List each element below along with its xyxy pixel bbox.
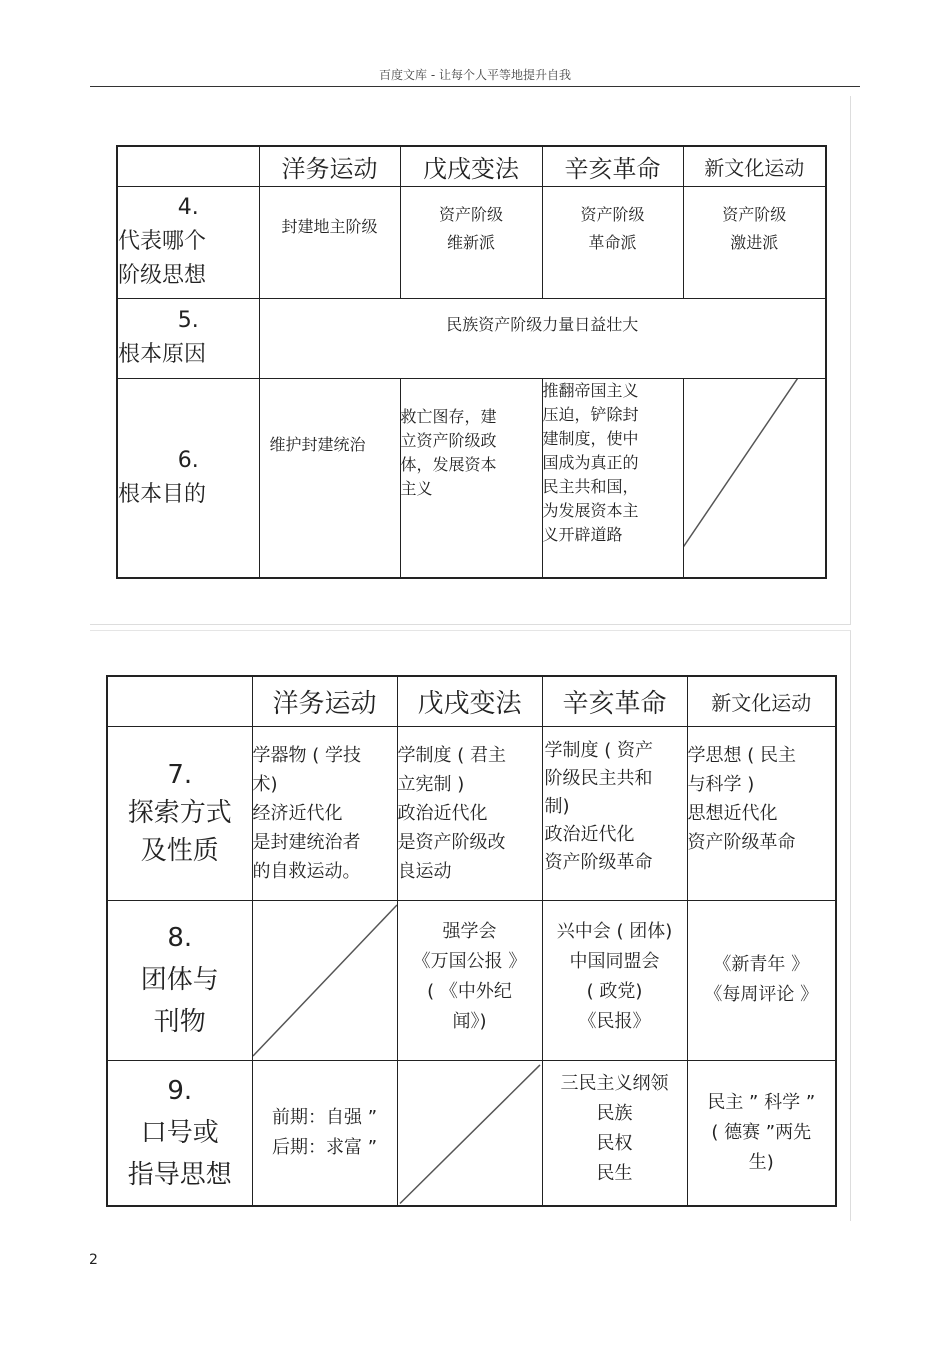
row-number: 9. — [167, 1075, 193, 1106]
table-row — [107, 726, 836, 900]
empty-slashed-cell — [683, 378, 826, 578]
row-label-line: 根本目的 — [118, 481, 207, 507]
cell-line: 资产阶级革命 — [544, 851, 653, 873]
table-row — [107, 1060, 836, 1206]
table-cell — [259, 378, 400, 578]
table-header-row — [107, 676, 836, 726]
column-header: 戊戌变法 — [397, 676, 542, 726]
table-cell — [542, 186, 683, 298]
column-header: 新文化运动 — [687, 676, 836, 726]
row-label — [117, 378, 259, 578]
cell-line: 《新青年 》 — [713, 954, 810, 975]
row-label-line: 刊物 — [153, 1007, 206, 1037]
cell-line: 立宪制 ) — [397, 773, 465, 795]
diagonal-slash — [398, 1061, 542, 1206]
cell-line: 的自救运动。 — [252, 860, 361, 882]
row-label-line: 及性质 — [140, 836, 219, 866]
cell-line: 民权 — [596, 1132, 633, 1154]
table-row — [117, 186, 826, 298]
corner-cell — [107, 676, 252, 726]
row-label-line: 代表哪个 — [118, 229, 207, 254]
cell-line: 是资产阶级改 — [397, 831, 506, 853]
cell-line: 《万国公报 》 — [412, 950, 527, 972]
empty-slashed-cell — [252, 900, 397, 1060]
column-header: 洋务运动 — [252, 676, 397, 726]
table-cell — [683, 186, 826, 298]
row-label — [117, 186, 259, 298]
column-header: 辛亥革命 — [542, 676, 687, 726]
cell-line: 革命派 — [588, 232, 637, 252]
table-row — [117, 378, 826, 578]
comparison-table-1 — [116, 145, 827, 579]
cell-line: 资产阶级革命 — [687, 831, 796, 853]
header-divider — [90, 86, 860, 87]
cell-line: 体，发展资本 — [400, 454, 497, 474]
row-label — [117, 298, 259, 378]
table-header-row — [117, 146, 826, 186]
cell-line: 立资产阶级政 — [400, 430, 497, 450]
cell-line: 前期：自强 ” — [271, 1106, 378, 1128]
cell-line: 后期：求富 ” — [271, 1136, 378, 1158]
empty-slashed-cell — [397, 1060, 542, 1206]
table-cell — [259, 186, 400, 298]
table-cell — [687, 726, 836, 900]
cell-line: 兴中会 ( 团体) — [556, 920, 673, 942]
cell-line: 民主共和国， — [542, 476, 639, 496]
cell-line: 激进派 — [730, 232, 779, 252]
row-label-line: 指导思想 — [127, 1159, 232, 1190]
cell-line: 民主 ” 科学 ” — [707, 1091, 816, 1113]
column-header: 戊戌变法 — [400, 146, 542, 186]
table-cell — [397, 726, 542, 900]
cell-line: 维护封建统治 — [269, 434, 366, 454]
cell-line: 《民报》 — [578, 1010, 651, 1032]
cell-line: 是封建统治者 — [252, 831, 361, 853]
cell-line: 资产阶级 — [722, 204, 787, 224]
cell-line: 强学会 — [442, 920, 497, 942]
cell-line: 三民主义纲领 — [560, 1072, 669, 1094]
cell-line: 制) — [544, 795, 570, 817]
table-cell — [542, 900, 687, 1060]
cell-line: 思想近代化 — [687, 802, 778, 824]
row-number: 7. — [167, 760, 193, 790]
row-label — [107, 1060, 252, 1206]
cell-line: 政治近代化 — [397, 802, 488, 824]
cell-line: 民生 — [596, 1162, 633, 1184]
cell-line: 建制度，使中 — [542, 428, 639, 448]
table-cell — [397, 900, 542, 1060]
table-cell — [252, 726, 397, 900]
cell-line: 生) — [748, 1151, 774, 1173]
row-label-line: 探索方式 — [127, 798, 232, 828]
table-cell — [400, 186, 542, 298]
column-header: 洋务运动 — [259, 146, 400, 186]
cell-line: 义开辟道路 — [542, 524, 623, 544]
row-label-line: 团体与 — [140, 965, 219, 995]
cell-line: 良运动 — [397, 860, 452, 882]
row-label — [107, 900, 252, 1060]
diagonal-slash — [684, 379, 826, 578]
cell-line: 政治近代化 — [544, 823, 635, 845]
cell-line: 救亡图存，建 — [400, 406, 497, 426]
cell-line: 主义 — [400, 478, 433, 498]
table-cell — [542, 726, 687, 900]
cell-line: 国成为真正的 — [542, 452, 639, 472]
cell-line: 资产阶级 — [580, 204, 645, 224]
table-cell — [542, 1060, 687, 1206]
table-cell — [687, 1060, 836, 1206]
cell-line: 中国同盟会 — [569, 950, 660, 972]
cell-line: ( 政党) — [586, 980, 643, 1002]
comparison-table-2 — [106, 675, 837, 1207]
row-label — [107, 726, 252, 900]
row-number: 6. — [177, 447, 199, 473]
cell-line: 维新派 — [446, 232, 495, 252]
cell-line: 闻》) — [452, 1010, 487, 1032]
column-header: 新文化运动 — [683, 146, 826, 186]
cell-line: ( 《中外纪 — [427, 980, 512, 1002]
cell-line: 《每周评论 》 — [704, 984, 819, 1005]
cell-line: 术) — [252, 773, 278, 795]
table-row — [107, 900, 836, 1060]
cell-line: 学思想 ( 民主 — [687, 744, 796, 766]
table-row — [117, 298, 826, 378]
cell-line: 压迫，铲除封 — [542, 404, 639, 424]
cell-line: 为发展资本主 — [542, 500, 639, 520]
corner-cell — [117, 146, 259, 186]
cell-line: 经济近代化 — [252, 802, 343, 824]
table-cell — [542, 378, 683, 578]
cell-line: 封建地主阶级 — [281, 216, 378, 236]
cell-line: ( 德赛 ”两先 — [711, 1121, 812, 1143]
merged-cell: 民族资产阶级力量日益壮大 — [259, 298, 826, 378]
row-label-line: 口号或 — [140, 1117, 219, 1148]
cell-line: 推翻帝国主义 — [542, 380, 639, 400]
cell-line: 学制度 ( 资产 — [544, 739, 653, 761]
row-number: 5. — [177, 308, 199, 333]
cell-line: 学制度 ( 君主 — [397, 744, 506, 766]
row-number: 8. — [167, 923, 193, 953]
table-cell — [687, 900, 836, 1060]
cell-line: 资产阶级 — [438, 204, 503, 224]
row-label-line: 阶级思想 — [118, 263, 207, 288]
cell-line: 民族 — [596, 1102, 633, 1124]
row-label-line: 根本原因 — [118, 342, 207, 367]
column-header: 辛亥革命 — [542, 146, 683, 186]
cell-line: 阶级民主共和 — [544, 767, 653, 789]
row-number: 4. — [177, 195, 199, 220]
page-number: 2 — [89, 1252, 98, 1268]
table-cell — [400, 378, 542, 578]
diagonal-slash — [253, 901, 397, 1060]
table-cell — [252, 1060, 397, 1206]
page-header: 百度文库 - 让每个人平等地提升自我 — [379, 68, 571, 82]
cell-line: 与科学 ) — [687, 773, 755, 795]
cell-line: 学器物 ( 学技 — [252, 744, 361, 766]
